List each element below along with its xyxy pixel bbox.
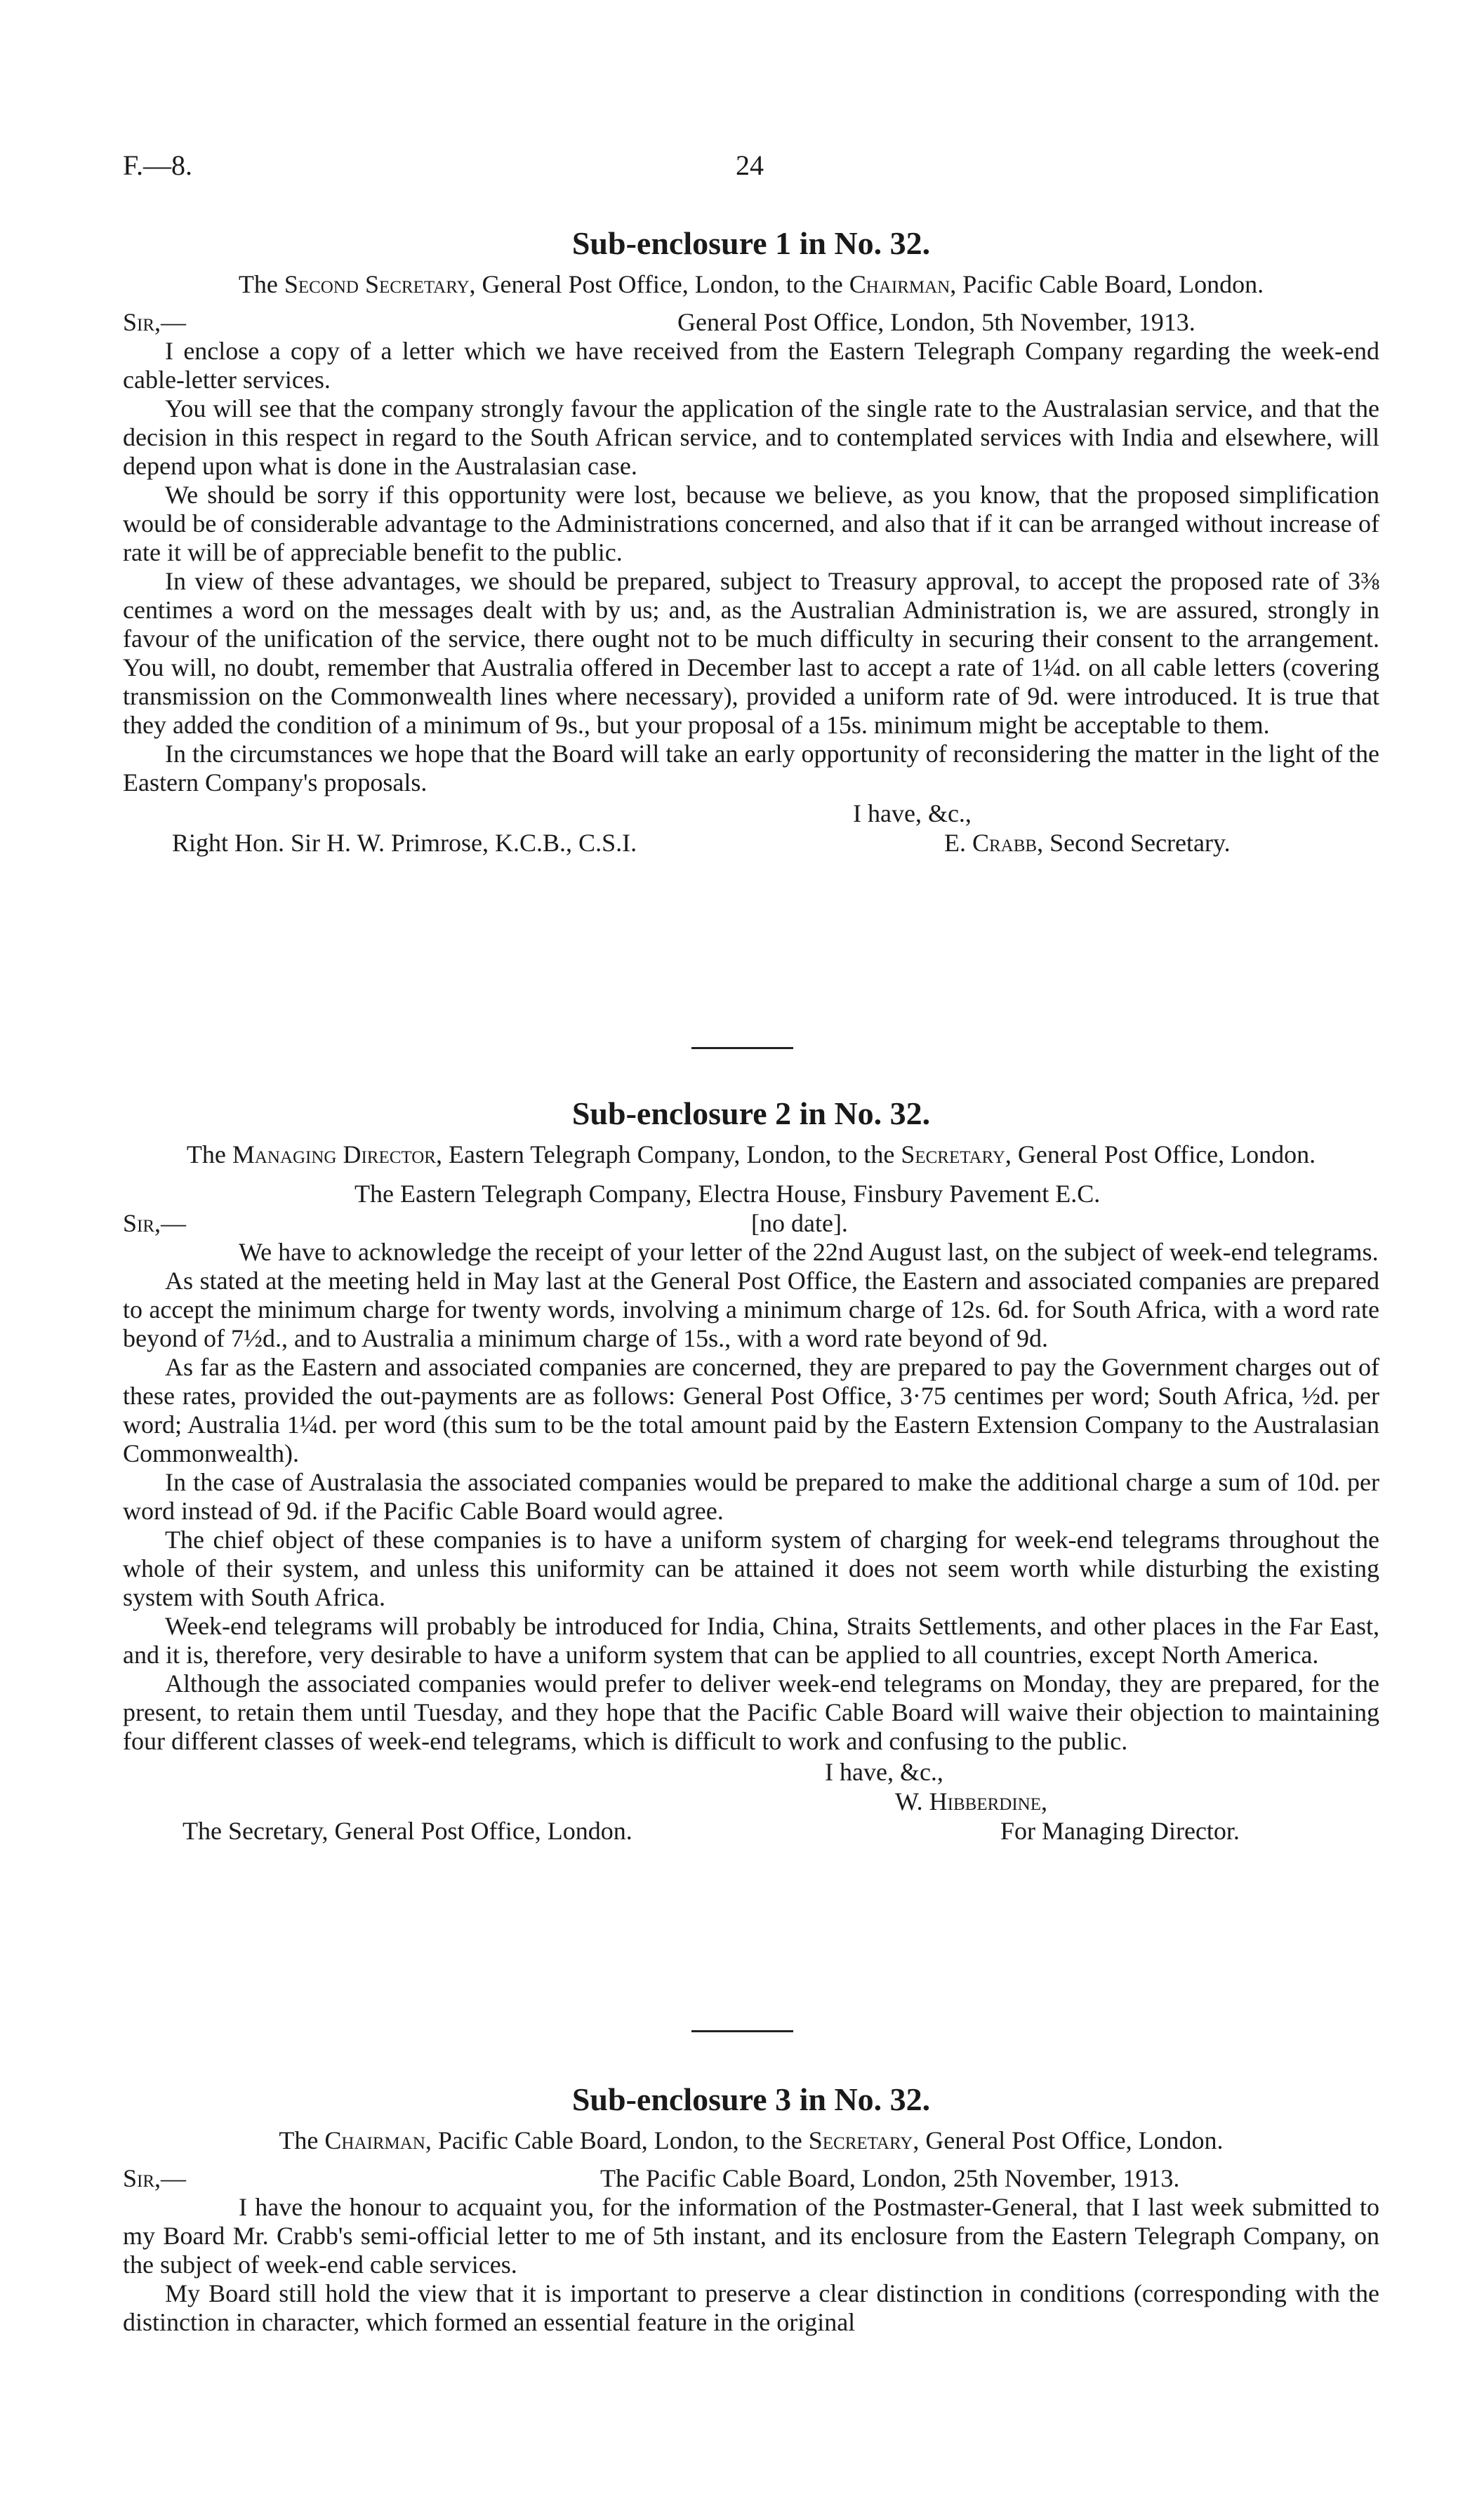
paragraph: In the circumstances we hope that the Board will take an early opportunity of reconsidering the matter in the light of the Eastern Company's proposals. xyxy=(123,740,1379,796)
sender-title: Second Secretary xyxy=(284,270,470,298)
sub-enclosure-1 xyxy=(123,225,1379,858)
address-text: , General Post Office, London. xyxy=(1005,1140,1316,1168)
paragraph: In the case of Australasia the associated companies would be prepared to make the additional charge a sum of 10d. per word instead of 9d. if the Pacific Cable Board would agree. xyxy=(123,1468,1379,1525)
address-text: The xyxy=(186,1140,232,1168)
signature-name: W. Hibberdine, xyxy=(895,1787,1047,1815)
section-divider xyxy=(691,1047,793,1049)
recipient-title: Secretary xyxy=(901,1140,1005,1168)
paragraph: The chief object of these companies is to have a uniform system of charging for week-end telegrams throughout the whole of their system, and unless this uniformity can be attained it does not seem worth while disturbing the existing system with South Africa. xyxy=(123,1526,1379,1611)
section-divider xyxy=(691,2030,793,2032)
sub-enclosure-1-title: Sub-enclosure 1 in No. 32. xyxy=(571,225,931,261)
closing-block xyxy=(123,797,1379,858)
salutation-row xyxy=(123,2164,1379,2193)
sender-title: Managing Director xyxy=(232,1140,436,1168)
sender-place: The Eastern Telegraph Company, Electra House, Finsbury Pavement E.C. xyxy=(355,1180,1101,1208)
paragraph: In view of these advantages, we should be prepared, subject to Treasury approval, to accept the proposed rate of 3⅜ centimes a word on the messages dealt with by us; and, as the Australian Administration is, we are assured, strongly in favour of the unification of the service, there ought not to be much difficulty in securing their consent to the arrangement. You will, no doubt, remember that Australia offered in December last to accept a rate of 1¼d. on all cable letters (covering transmission on the Commonwealth lines where necessary), provided a uniform rate of 9d. were introduced. It is true that they added the condition of a minimum of 9s., but your proposal of a 15s. minimum might be acceptable to them. xyxy=(123,567,1379,739)
paragraph: Although the associated companies would prefer to deliver week-end telegrams on Monday, they are prepared, for the present, to retain them until Tuesday, and they hope that the Pacific Cable Board will waive their objection to maintaining four different classes of week-end telegrams, which is difficult to work and confusing to the public. xyxy=(123,1669,1379,1755)
address-text: , General Post Office, London. xyxy=(913,2126,1224,2154)
addressee: Right Hon. Sir H. W. Primrose, K.C.B., C.S.I. xyxy=(172,829,637,857)
dateline: [no date]. xyxy=(751,1209,848,1237)
sub-enclosure-2-address xyxy=(123,1140,1379,1169)
sub-enclosure-3 xyxy=(123,2081,1379,2337)
sub-enclosure-1-address xyxy=(123,270,1379,299)
paragraph: We should be sorry if this opportunity were lost, because we believe, as you know, that the proposed simplification would be of considerable advantage to the Administrations concerned, and also that if it can be arranged without increase of rate it will be of appreciable benefit to the public. xyxy=(123,481,1379,566)
salutation: Sir,— xyxy=(123,2164,187,2192)
salutation: Sir,— xyxy=(123,1209,187,1237)
addressee: The Secretary, General Post Office, London. xyxy=(183,1817,632,1845)
closing-block xyxy=(123,1756,1379,1846)
dateline: The Pacific Cable Board, London, 25th November, 1913. xyxy=(600,2164,1180,2192)
page-header xyxy=(123,149,1379,191)
document-reference: F.—8. xyxy=(123,149,193,181)
salutation-row xyxy=(123,307,1379,337)
address-text: , Pacific Cable Board, London. xyxy=(950,270,1264,298)
signature-name: E. Crabb xyxy=(944,829,1038,857)
recipient-title: Chairman xyxy=(849,270,950,298)
sub-enclosure-3-address xyxy=(123,2126,1379,2155)
salutation: Sir,— xyxy=(123,308,187,336)
paragraph: You will see that the company strongly favour the application of the single rate to the Australasian service, and that the decision in this respect in regard to the South African service, and to contemplated services with India and elsewhere, will depend upon what is done in the Australasian case. xyxy=(123,394,1379,480)
signature-role: For Managing Director. xyxy=(1000,1817,1240,1845)
recipient-title: Secretary xyxy=(808,2126,913,2154)
paragraph: My Board still hold the view that it is important to preserve a clear distinction in conditions (corresponding with the distinction in character, which formed an essential feature in the original xyxy=(123,2279,1379,2336)
paragraph: As far as the Eastern and associated companies are concerned, they are prepared to pay the Government charges out of these rates, provided the out-payments are as follows: General Post Office, 3·75 centimes per word; South Africa, ½d. per word; Australia 1¼d. per word (this sum to be the total amount paid by the Eastern Extension Company to the Australasian Commonwealth). xyxy=(123,1353,1379,1467)
sub-enclosure-2 xyxy=(123,1095,1379,1846)
salutation-row xyxy=(123,1208,1379,1238)
signature xyxy=(944,828,1231,858)
sub-enclosure-2-title: Sub-enclosure 2 in No. 32. xyxy=(571,1095,931,1131)
sub-enclosure-3-title: Sub-enclosure 3 in No. 32. xyxy=(571,2081,931,2117)
address-text: , Pacific Cable Board, London, to the xyxy=(425,2126,809,2154)
address-text: The xyxy=(238,270,284,298)
dateline: General Post Office, London, 5th November, 1913. xyxy=(677,308,1195,336)
paragraph: Week-end telegrams will probably be introduced for India, China, Straits Settlements, and other places in the Far East, and it is, therefore, very desirable to have a uniform system that can be applied to all countries, except North America. xyxy=(123,1612,1379,1669)
paragraph: We have to acknowledge the receipt of your letter of the 22nd August last, on the subject of week-end telegrams. xyxy=(239,1238,1379,1266)
signature-role: , Second Secretary. xyxy=(1037,829,1231,857)
address-text: , Eastern Telegraph Company, London, to the xyxy=(435,1140,901,1168)
paragraph: As stated at the meeting held in May last at the General Post Office, the Eastern and associated companies are prepared to accept the minimum charge for twenty words, involving a minimum charge of 12s. 6d. for South Africa, with a word rate beyond of 7½d., and to Australia a minimum charge of 15s., with a word rate beyond of 9d. xyxy=(123,1267,1379,1352)
address-text: , General Post Office, London, to the xyxy=(469,270,849,298)
closing-phrase: I have, &c., xyxy=(853,799,972,827)
paragraph: I enclose a copy of a letter which we have received from the Eastern Telegraph Company regarding the week-end cable-letter services. xyxy=(123,337,1379,394)
sender-title: Chairman xyxy=(324,2126,425,2154)
address-text: The xyxy=(279,2126,325,2154)
page-number: 24 xyxy=(736,149,764,181)
closing-phrase: I have, &c., xyxy=(825,1758,943,1786)
paragraph: I have the honour to acquaint you, for the information of the Postmaster-General, that I last week submitted to my Board Mr. Crabb's semi-official letter to me of 5th instant, and its enclosure from the Eastern Telegraph Company, on the subject of week-end cable services. xyxy=(123,2193,1379,2279)
